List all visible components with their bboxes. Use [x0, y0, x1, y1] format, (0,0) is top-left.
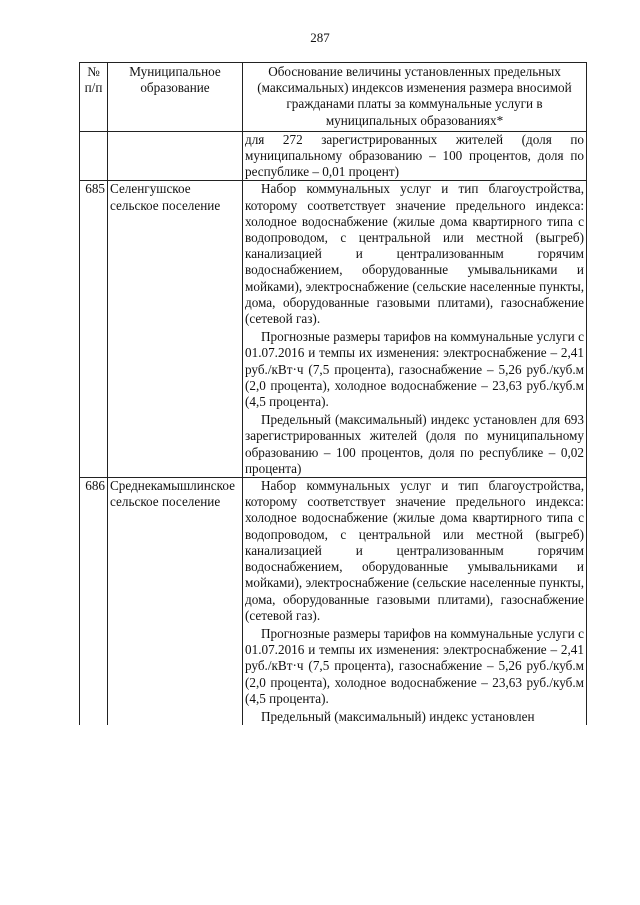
justification-paragraph: Набор коммунальных услуг и тип благоустройства, которому соответствует значение предельного индекса: холодное водоснабжение (жилые дома квартирного типа с водопроводом, с центральной или местной (выгреб) канализацией и централизованным горячим водоснабжением, оборудованные умывальниками и мойками), электроснабжение (сельские населенные пункты, дома, оборудованные газовыми плитами), газоснабжение (сетевой газ).: [245, 478, 584, 623]
page-number: 287: [310, 30, 330, 45]
justification-cell: [243, 131, 587, 181]
row-number-cell: 686: [80, 478, 108, 726]
table-row: [80, 181, 587, 478]
justification-paragraph: для 272 зарегистрированных жителей (доля по муниципальному образованию – 100 процентов, доля по республике – 0,01 процент): [245, 131, 584, 180]
row-number-cell: [80, 131, 108, 181]
row-number-cell: 685: [80, 181, 108, 478]
table-row: [80, 478, 587, 726]
table-row-continuation: [80, 131, 587, 181]
justification-paragraph: Предельный (максимальный) индекс установлен для 693 зарегистрированных жителей (доля по муниципальному образованию – 100 процентов, доля по республике – 0,02 процента): [245, 412, 584, 476]
justification-cell: [243, 181, 587, 478]
header-number: № п/п: [80, 63, 108, 132]
justification-paragraph: Набор коммунальных услуг и тип благоустройства, которому соответствует значение предельного индекса: холодное водоснабжение (жилые дома квартирного типа с водопроводом, с центральной или местной (выгреб) канализацией и централизованным горячим водоснабжением, оборудованные умывальниками и мойками), электроснабжение (сельские населенные пункты, дома, оборудованные газовыми плитами), газоснабжение (сетевой газ).: [245, 181, 584, 327]
header-justification: Обоснование величины установленных предельных (максимальных) индексов изменения размера вносимой гражданами платы за коммунальные услуги в муниципальных образованиях*: [243, 63, 587, 132]
table-header-row: [80, 63, 587, 132]
municipality-cell: Среднекамышлинское сельское поселение: [108, 478, 243, 726]
justification-paragraph: Прогнозные размеры тарифов на коммунальные услуги с 01.07.2016 и темпы их изменения: электроснабжение – 2,41 руб./кВт·ч (7,5 процента), газоснабжение – 5,26 руб./куб.м (2,0 процента), холодное водоснабжение – 23,63 руб./куб.м (4,5 процента).: [245, 625, 584, 706]
justification-paragraph: Прогнозные размеры тарифов на коммунальные услуги с 01.07.2016 и темпы их изменения: электроснабжение – 2,41 руб./кВт·ч (7,5 процента), газоснабжение – 5,26 руб./куб.м (2,0 процента), холодное водоснабжение – 23,63 руб./куб.м (4,5 процента).: [245, 329, 584, 410]
justification-cell: [243, 478, 587, 726]
tariff-index-table: [79, 62, 587, 725]
justification-paragraph: Предельный (максимальный) индекс установлен: [261, 708, 535, 724]
municipality-cell: [108, 131, 243, 181]
header-municipality: Муниципальное образование: [108, 63, 243, 132]
municipality-cell: Селенгушское сельское поселение: [108, 181, 243, 478]
